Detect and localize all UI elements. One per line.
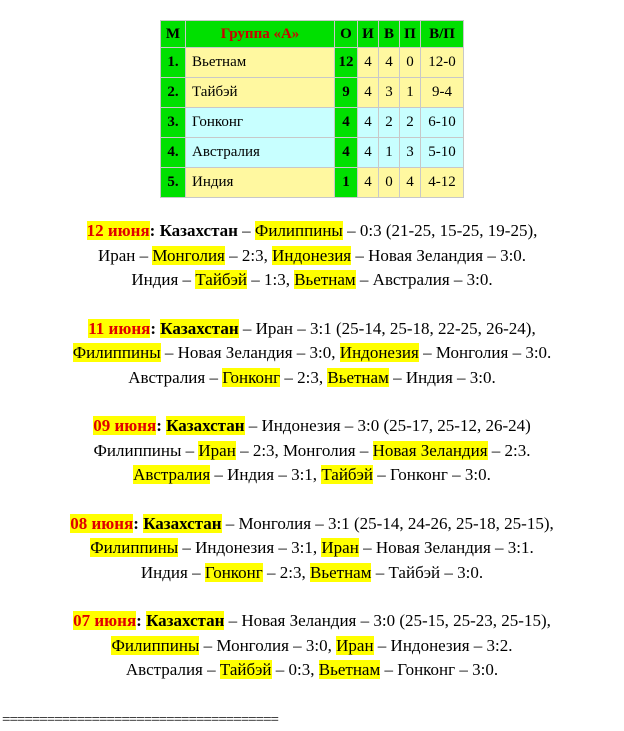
result-line [0, 463, 624, 488]
table-row [161, 108, 464, 138]
result-text: Австралия – [125, 660, 220, 679]
table-row [161, 48, 464, 78]
result-text: Иран – [97, 245, 153, 265]
row-played: 4 [358, 108, 379, 138]
row-points: 4 [335, 108, 358, 138]
result-line [0, 268, 624, 293]
winner-team: Филиппины [111, 635, 200, 655]
result-line [0, 634, 624, 659]
result-text: – Австралия – 3:0. [355, 270, 493, 289]
winner-team: Иран [198, 440, 236, 460]
result-line [0, 317, 624, 342]
winner-team: Казахстан [166, 416, 245, 435]
bold-text: : [156, 416, 167, 435]
result-text: – [237, 221, 255, 240]
header-points: О [335, 21, 358, 48]
result-text: – 2:3, [262, 562, 310, 582]
result-text: – 0:3, [271, 660, 319, 679]
row-place: 5. [161, 168, 186, 198]
row-points: 4 [335, 138, 358, 168]
row-team: Индия [186, 168, 335, 198]
winner-team: Казахстан [143, 513, 222, 533]
header-played: И [358, 21, 379, 48]
row-sets: 6-10 [421, 108, 464, 138]
result-text: – Индия – 3:0. [388, 367, 496, 387]
result-text: – Гонконг – 3:0. [372, 465, 491, 484]
row-team: Тайбэй [186, 78, 335, 108]
result-text: – Монголия – 3:1 (25-14, 24-26, 25-18, 25-15), [221, 513, 554, 533]
row-sets: 5-10 [421, 138, 464, 168]
match-day [0, 317, 624, 391]
row-sets: 9-4 [421, 78, 464, 108]
result-line [0, 414, 624, 439]
result-text: – Индонезия – 3:2. [373, 635, 513, 655]
match-day [0, 414, 624, 488]
row-wins: 4 [379, 48, 400, 78]
result-text: – Гонконг – 3:0. [380, 660, 499, 679]
winner-team: Гонконг [222, 367, 281, 387]
winner-team: Филиппины [254, 221, 343, 240]
match-results [0, 219, 624, 707]
table-row [161, 168, 464, 198]
bold-text: : [149, 221, 160, 240]
match-date: 09 июня [93, 416, 157, 435]
row-losses: 0 [400, 48, 421, 78]
result-line [0, 366, 624, 391]
row-place: 3. [161, 108, 186, 138]
row-played: 4 [358, 48, 379, 78]
winner-team: Тайбэй [219, 660, 272, 679]
table-row [161, 78, 464, 108]
match-day [0, 219, 624, 293]
row-played: 4 [358, 78, 379, 108]
result-text: – Индонезия – 3:1, [178, 538, 322, 557]
match-date: 08 июня [70, 513, 134, 533]
result-line [0, 609, 624, 634]
row-place: 4. [161, 138, 186, 168]
row-sets: 12-0 [421, 48, 464, 78]
result-text: Индия – [140, 562, 205, 582]
row-points: 1 [335, 168, 358, 198]
winner-team: Гонконг [204, 562, 263, 582]
table-header-row [161, 21, 464, 48]
row-place: 2. [161, 78, 186, 108]
match-day [0, 609, 624, 683]
winner-team: Филиппины [90, 538, 179, 557]
row-place: 1. [161, 48, 186, 78]
winner-team: Казахстан [160, 318, 239, 338]
result-text: – 2:3, [280, 367, 328, 387]
result-text: – 2:3, [224, 245, 273, 265]
winner-team: Австралия [133, 465, 211, 484]
match-date: 12 июня [86, 221, 150, 240]
result-text: Индия – [131, 270, 196, 289]
row-losses: 1 [400, 78, 421, 108]
result-text: – 2:3. [487, 440, 531, 460]
standings-table [160, 20, 464, 198]
row-wins: 2 [379, 108, 400, 138]
row-wins: 1 [379, 138, 400, 168]
result-line [0, 341, 624, 366]
winner-team: Новая Зеландия [372, 440, 488, 460]
result-text: Австралия – [128, 367, 223, 387]
header-wins: В [379, 21, 400, 48]
result-line [0, 219, 624, 244]
match-date: 11 июня [88, 318, 151, 338]
result-text: – Новая Зеландия – 3:0, [160, 343, 340, 362]
winner-team: Вьетнам [310, 562, 372, 582]
row-played: 4 [358, 168, 379, 198]
row-team: Австралия [186, 138, 335, 168]
result-text: – Монголия – 3:0. [418, 343, 552, 362]
winner-team: Индонезия [339, 343, 419, 362]
result-text: – Индонезия – 3:0 (25-17, 25-12, 26-24) [244, 416, 531, 435]
result-text: – Монголия – 3:0, [199, 635, 337, 655]
result-text: – Тайбэй – 3:0. [371, 562, 484, 582]
winner-team: Вьетнам [294, 270, 356, 289]
row-played: 4 [358, 138, 379, 168]
header-group: Группа «А» [186, 21, 335, 48]
result-text: Филиппины – [93, 440, 199, 460]
result-text: – Новая Зеландия – 3:0 (25-15, 25-23, 25-15), [224, 611, 551, 630]
winner-team: Вьетнам [327, 367, 389, 387]
row-sets: 4-12 [421, 168, 464, 198]
header-sets: В/П [421, 21, 464, 48]
bold-text: : [150, 318, 161, 338]
winner-team: Иран [321, 538, 359, 557]
header-place: М [161, 21, 186, 48]
result-text: – 2:3, Монголия – [235, 440, 373, 460]
row-wins: 0 [379, 168, 400, 198]
result-text: – 0:3 (21-25, 15-25, 19-25), [342, 221, 538, 240]
winner-team: Монголия [152, 245, 225, 265]
winner-team: Казахстан [146, 611, 225, 630]
row-losses: 2 [400, 108, 421, 138]
row-team: Гонконг [186, 108, 335, 138]
row-losses: 3 [400, 138, 421, 168]
result-line [0, 561, 624, 586]
result-line [0, 658, 624, 683]
bold-text: : [136, 611, 147, 630]
winner-team: Тайбэй [195, 270, 247, 289]
row-losses: 4 [400, 168, 421, 198]
match-day [0, 512, 624, 586]
result-text: – Иран – 3:1 (25-14, 25-18, 22-25, 26-24), [238, 318, 536, 338]
winner-team: Индонезия [272, 245, 352, 265]
result-line [0, 244, 624, 269]
winner-team: Тайбэй [321, 465, 373, 484]
row-points: 9 [335, 78, 358, 108]
separator-line: ===================================== [2, 712, 279, 728]
result-line [0, 512, 624, 537]
result-line [0, 439, 624, 464]
row-team: Вьетнам [186, 48, 335, 78]
row-points: 12 [335, 48, 358, 78]
result-text: – Новая Зеландия – 3:1. [358, 538, 534, 557]
header-losses: П [400, 21, 421, 48]
result-line [0, 536, 624, 561]
row-wins: 3 [379, 78, 400, 108]
result-text: – Новая Зеландия – 3:0. [351, 245, 527, 265]
bold-text: Казахстан [159, 221, 238, 240]
match-date: 07 июня [73, 611, 137, 630]
bold-text: : [133, 513, 144, 533]
winner-team: Иран [336, 635, 374, 655]
result-text: – Индия – 3:1, [210, 465, 322, 484]
result-text: – 1:3, [246, 270, 295, 289]
winner-team: Вьетнам [318, 660, 381, 679]
table-row [161, 138, 464, 168]
winner-team: Филиппины [72, 343, 161, 362]
